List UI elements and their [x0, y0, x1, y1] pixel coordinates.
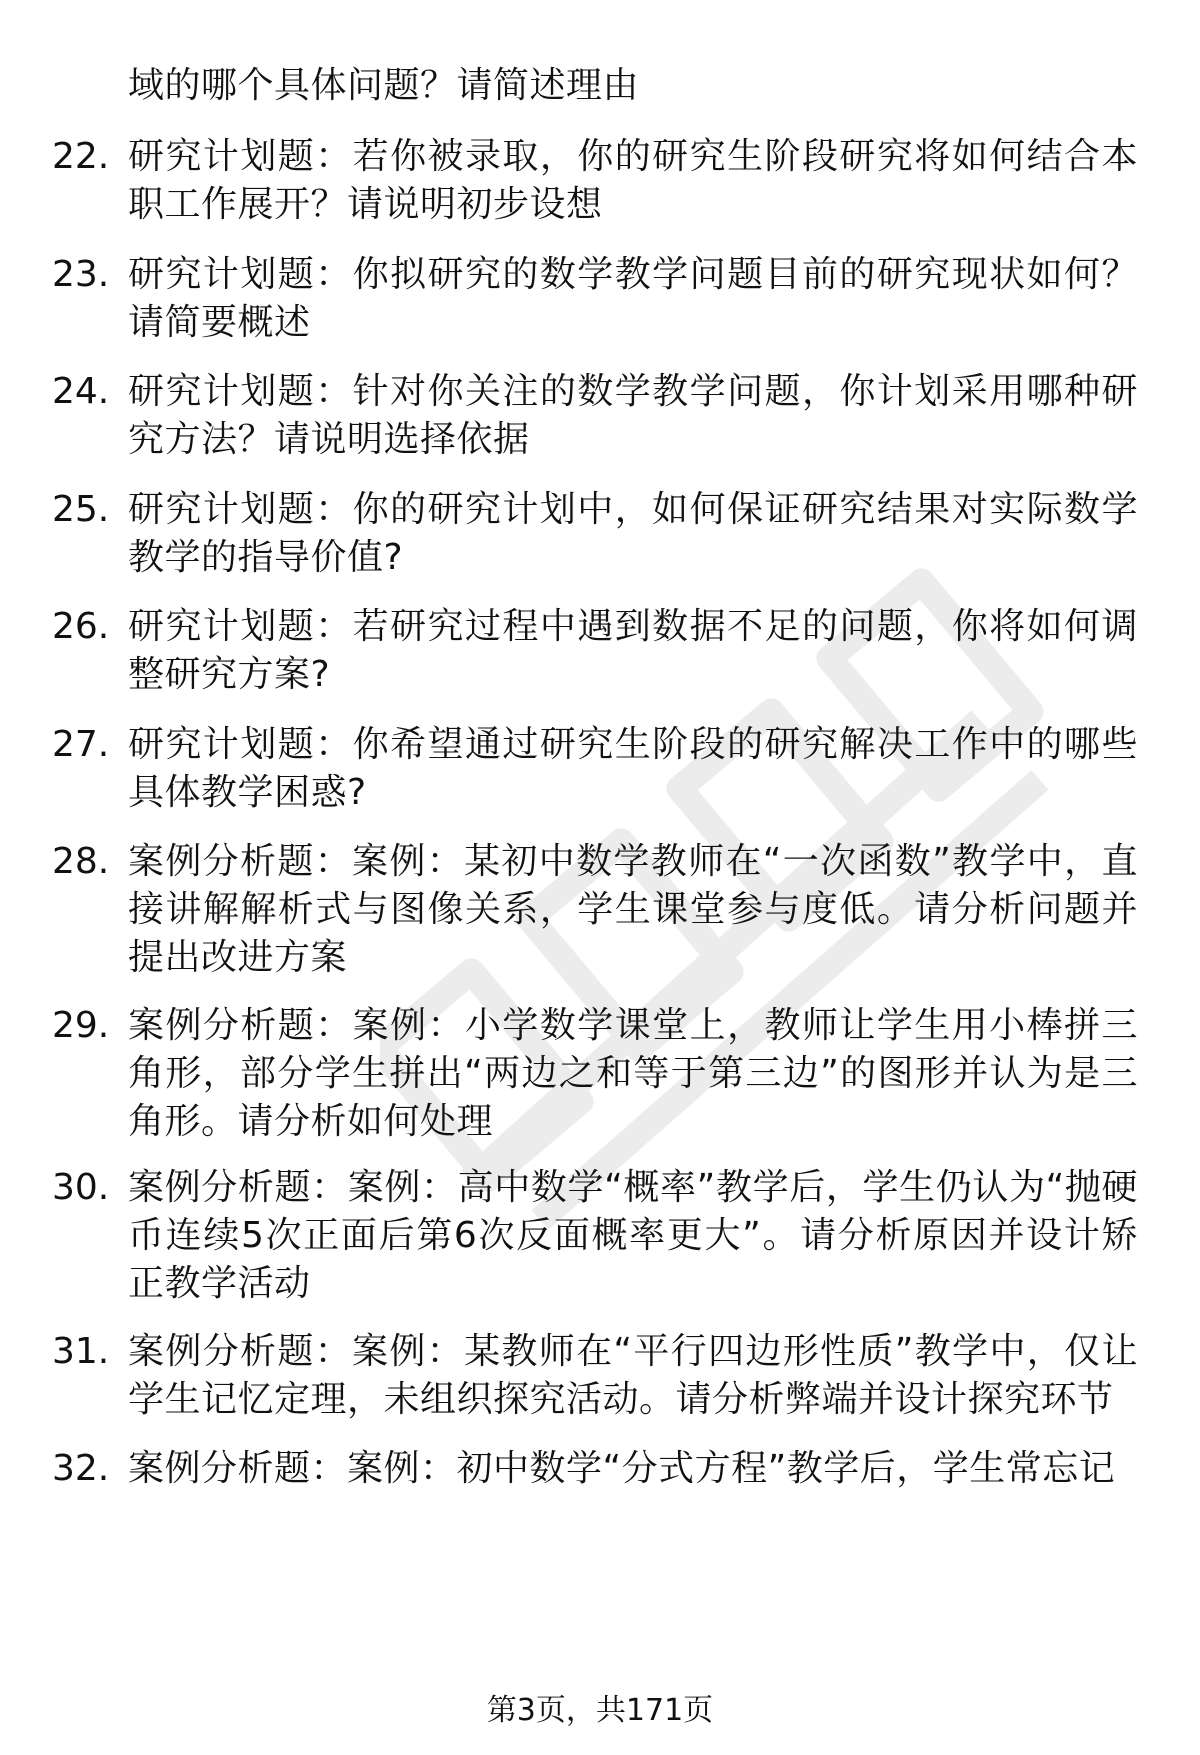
question-number: 28. — [52, 841, 110, 882]
question-number: 26. — [52, 606, 110, 647]
question-number: 24. — [52, 371, 110, 412]
page-footer: 第3页，共171页 — [486, 1693, 714, 1728]
question-text: 研究计划题：你的研究计划中，如何保证研究结果对实际数学教学的指导价值? — [128, 489, 1138, 578]
question-text: 研究计划题：针对你关注的数学教学问题，你计划采用哪种研究方法？请说明选择依据 — [128, 371, 1138, 460]
question-number: 23. — [52, 254, 110, 295]
previous-question-continuation: 域的哪个具体问题？请简述理由 — [128, 65, 640, 106]
question-text: 案例分析题：案例：某教师在“平行四边形性质”教学中，仅让学生记忆定理，未组织探究活动。请分析弊端并设计探究环节 — [128, 1331, 1138, 1420]
question-text: 案例分析题：案例：某初中数学教师在“一次函数”教学中，直接讲解解析式与图像关系，学生课堂参与度低。请分析问题并提出改进方案 — [128, 841, 1138, 978]
question-number: 31. — [52, 1331, 110, 1372]
question-text: 研究计划题：你希望通过研究生阶段的研究解决工作中的哪些具体教学困惑? — [128, 724, 1138, 813]
question-number: 30. — [52, 1167, 110, 1208]
question-text: 研究计划题：若研究过程中遇到数据不足的问题，你将如何调整研究方案? — [128, 606, 1138, 695]
question-number: 32. — [52, 1448, 110, 1489]
question-number: 22. — [52, 136, 110, 177]
question-number: 27. — [52, 724, 110, 765]
question-text: 研究计划题：你拟研究的数学教学问题目前的研究现状如何？请简要概述 — [128, 254, 1138, 343]
question-text: 案例分析题：案例：小学数学课堂上，教师让学生用小棒拼三角形，部分学生拼出“两边之和等于第三边”的图形并认为是三角形。请分析如何处理 — [128, 1005, 1138, 1142]
question-number: 25. — [52, 489, 110, 530]
question-number: 29. — [52, 1005, 110, 1046]
question-text: 案例分析题：案例：高中数学“概率”教学后，学生仍认为“抛硬币连续5次正面后第6次反面概率更大”。请分析原因并设计矫正教学活动 — [128, 1167, 1138, 1304]
question-text: 案例分析题：案例：初中数学“分式方程”教学后，学生常忘记 — [128, 1448, 1116, 1489]
question-text: 研究计划题：若你被录取，你的研究生阶段研究将如何结合本职工作展开？请说明初步设想 — [128, 136, 1138, 225]
